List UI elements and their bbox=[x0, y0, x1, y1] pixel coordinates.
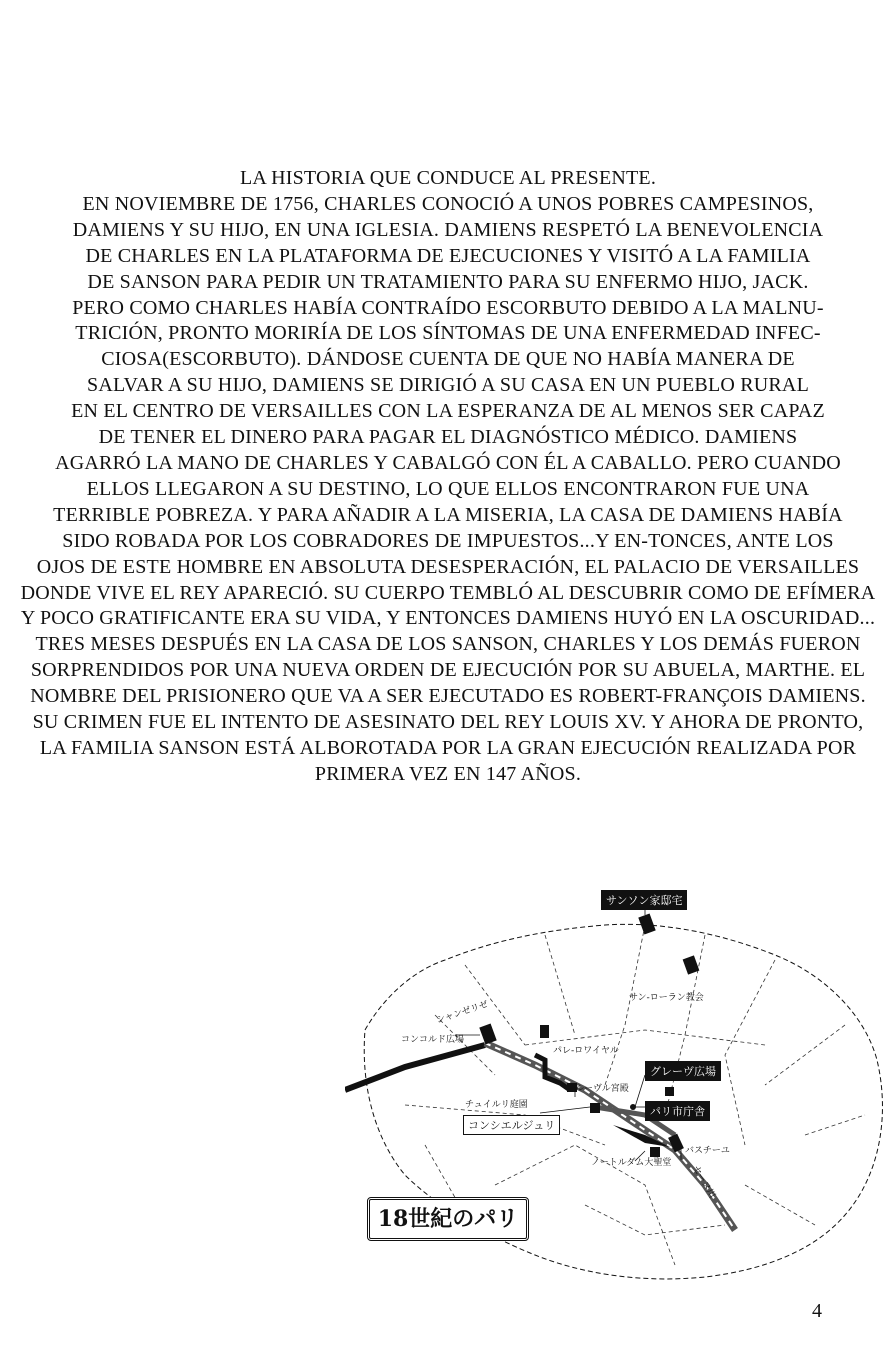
label-champs: シャンゼリゼ bbox=[435, 999, 490, 1026]
story-line: DE TENER EL DINERO PARA PAGAR EL DIAGNÓSTICO MÉDICO. DAMIENS bbox=[98, 426, 798, 449]
story-line: OJOS DE ESTE HOMBRE EN ABSOLUTA DESESPERACIÓN, EL PALACIO DE VERSAILLES bbox=[36, 555, 860, 578]
map-title: 18世紀のパリ bbox=[367, 1197, 529, 1241]
label-bastille: バスチーユ bbox=[685, 1146, 730, 1156]
label-louvre: ルーヴル宮殿 bbox=[575, 1084, 629, 1094]
story-line: SU CRIMEN FUE EL INTENTO DE ASESINATO DEL REY LOUIS XV. Y AHORA DE PRONTO, bbox=[32, 711, 864, 734]
story-line: DE CHARLES EN LA PLATAFORMA DE EJECUCIONES Y VISITÓ A LA FAMILIA bbox=[85, 244, 811, 267]
story-line: LA FAMILIA SANSON ESTÁ ALBOROTADA POR LA GRAN EJECUCIÓN REALIZADA POR bbox=[39, 736, 857, 759]
label-tuileries: チュイルリ庭園 bbox=[465, 1100, 528, 1110]
story-line: TERRIBLE POBREZA. Y PARA AÑADIR A LA MISERIA, LA CASA DE DAMIENS HABÍA bbox=[53, 503, 843, 526]
story-line: EN NOVIEMBRE DE 1756, CHARLES CONOCIÓ A UNOS POBRES CAMPESINOS, bbox=[82, 192, 814, 215]
story-line: LA HISTORIA QUE CONDUCE AL PRESENTE. bbox=[239, 167, 657, 189]
story-line: TRICIÓN, PRONTO MORIRÍA DE LOS SÍNTOMAS DE UNA ENFERMEDAD INFEC- bbox=[75, 322, 821, 345]
label-sanson-house: サンソン家邸宅 bbox=[601, 890, 687, 910]
story-line: SALVAR A SU HIJO, DAMIENS SE DIRIGIÓ A SU CASA EN UN PUEBLO RURAL bbox=[87, 374, 809, 397]
story-line: DAMIENS Y SU HIJO, EN UNA IGLESIA. DAMIENS RESPETÓ LA BENEVOLENCIA bbox=[72, 218, 824, 241]
label-notre-dame: ノートルダム大聖堂 bbox=[591, 1158, 672, 1168]
story-line: PRIMERA VEZ EN 147 AÑOS. bbox=[314, 762, 582, 785]
story-line: DE SANSON PARA PEDIR UN TRATAMIENTO PARA SU ENFERMO HIJO, JACK. bbox=[87, 270, 809, 293]
story-line: CIOSA(ESCORBUTO). DÁNDOSE CUENTA DE QUE NO HABÍA MANERA DE bbox=[101, 348, 795, 371]
story-line: SIDO ROBADA POR LOS COBRADORES DE IMPUESTOS...Y EN-TONCES, ANTE LOS bbox=[62, 529, 834, 552]
story-line: PERO COMO CHARLES HABÍA CONTRAÍDO ESCORBUTO DEBIDO A LA MALNU- bbox=[72, 296, 824, 319]
story-text bbox=[0, 166, 896, 788]
label-concorde: コンコルド広場 bbox=[401, 1035, 465, 1045]
label-seine: セーヌ川 bbox=[690, 1164, 717, 1201]
story-line: SORPRENDIDOS POR UNA NUEVA ORDEN DE EJECUCIÓN POR SU ABUELA, MARTHE. EL bbox=[30, 659, 866, 682]
paris-map bbox=[345, 885, 890, 1285]
story-line: ELLOS LLEGARON A SU DESTINO, LO QUE ELLOS ENCONTRARON FUE UNA bbox=[86, 477, 810, 500]
story-line: TRES MESES DESPUÉS EN LA CASA DE LOS SANSON, CHARLES Y LOS DEMÁS FUERON bbox=[35, 633, 861, 656]
story-line: Y POCO GRATIFICANTE ERA SU VIDA, Y ENTONCES DAMIENS HUYÓ EN LA OSCURIDAD... bbox=[20, 607, 876, 630]
story-line: NOMBRE DEL PRISIONERO QUE VA A SER EJECUTADO ES ROBERT-FRANÇOIS DAMIENS. bbox=[30, 685, 866, 708]
label-greve: グレーヴ広場 bbox=[645, 1061, 721, 1081]
page-number: 4 bbox=[812, 1300, 822, 1322]
label-conciergerie: コンシエルジュリ bbox=[463, 1115, 560, 1135]
story-line: EN EL CENTRO DE VERSAILLES CON LA ESPERANZA DE AL MENOS SER CAPAZ bbox=[71, 400, 825, 423]
story-line: AGARRÓ LA MANO DE CHARLES Y CABALGÓ CON ÉL A CABALLO. PERO CUANDO bbox=[55, 451, 841, 474]
label-hotel-de-ville: パリ市庁舎 bbox=[645, 1101, 710, 1121]
story-line: DONDE VIVE EL REY APARECIÓ. SU CUERPO TEMBLÓ AL DESCUBRIR COMO DE EFÍMERA bbox=[20, 581, 876, 604]
label-saint-laurent: サン-ローラン教会 bbox=[629, 993, 704, 1003]
label-palais-royal: パレ-ロワイヤル bbox=[553, 1046, 619, 1056]
